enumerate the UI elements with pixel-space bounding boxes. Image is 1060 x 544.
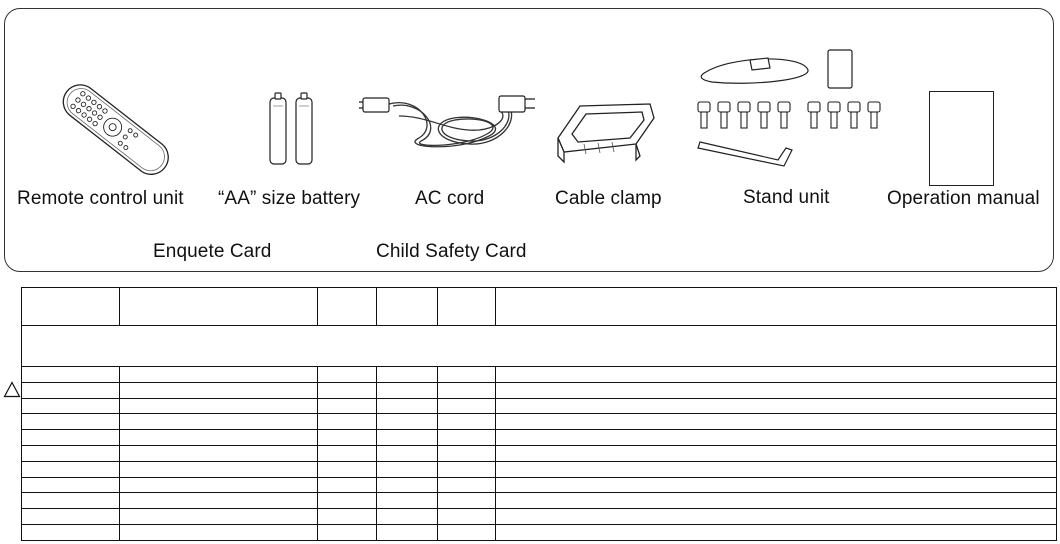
- table-header-cell: [496, 288, 1057, 326]
- table-cell: [22, 398, 120, 414]
- table-cell: [318, 382, 377, 398]
- table-cell: [496, 367, 1057, 383]
- table-cell: [22, 493, 120, 509]
- child-safety-card-label: Child Safety Card: [376, 241, 527, 262]
- table-cell: [318, 493, 377, 509]
- table-cell: [377, 509, 438, 525]
- operation-manual-illustration: [929, 91, 994, 186]
- table-cell: [438, 430, 496, 446]
- table-cell: [438, 445, 496, 461]
- table-cell: [318, 461, 377, 477]
- table-note-cell: [22, 326, 1057, 367]
- table-cell: [377, 461, 438, 477]
- table-cell: [22, 477, 120, 493]
- table-header-cell: [22, 288, 120, 326]
- table-cell: [377, 445, 438, 461]
- table-header-row: [22, 288, 1057, 326]
- table-header-cell: [120, 288, 318, 326]
- table-header-cell: [438, 288, 496, 326]
- cable-clamp-label: Cable clamp: [555, 188, 662, 209]
- table-cell: [377, 477, 438, 493]
- table-cell: [318, 524, 377, 540]
- table-cell: [318, 445, 377, 461]
- table-cell: [438, 382, 496, 398]
- table-cell: [377, 367, 438, 383]
- table-row: [22, 382, 1057, 398]
- table-cell: [496, 509, 1057, 525]
- table-cell: [318, 398, 377, 414]
- table-cell: [496, 524, 1057, 540]
- table-row: [22, 461, 1057, 477]
- table-cell: [438, 493, 496, 509]
- table-cell: [120, 367, 318, 383]
- table-cell: [438, 398, 496, 414]
- table-cell: [377, 382, 438, 398]
- remote-control-illustration: [60, 70, 170, 188]
- table-cell: [438, 477, 496, 493]
- table-cell: [22, 382, 120, 398]
- enquete-card-label: Enquete Card: [153, 241, 272, 262]
- table-cell: [318, 430, 377, 446]
- table-cell: [120, 430, 318, 446]
- table-note-row: [22, 326, 1057, 367]
- table-row: [22, 524, 1057, 540]
- table-cell: [22, 430, 120, 446]
- table-cell: [496, 445, 1057, 461]
- table-row: [22, 477, 1057, 493]
- table-cell: [377, 430, 438, 446]
- table-cell: [496, 414, 1057, 430]
- battery-illustration: [266, 92, 318, 166]
- table-cell: [318, 477, 377, 493]
- table-row: [22, 398, 1057, 414]
- table-cell: [496, 477, 1057, 493]
- operation-manual-label: Operation manual: [887, 188, 1040, 209]
- table-cell: [120, 382, 318, 398]
- table-cell: [438, 509, 496, 525]
- table-row: [22, 445, 1057, 461]
- battery-label: “AA” size battery: [218, 188, 361, 209]
- table-row: [22, 367, 1057, 383]
- table-cell: [120, 477, 318, 493]
- table-cell: [22, 367, 120, 383]
- table-cell: [120, 414, 318, 430]
- table-cell: [318, 414, 377, 430]
- parts-table: [21, 287, 1057, 541]
- table-cell: [496, 493, 1057, 509]
- table-cell: [120, 461, 318, 477]
- table-cell: [438, 414, 496, 430]
- table-cell: [496, 398, 1057, 414]
- table-cell: [377, 493, 438, 509]
- ac-cord-label: AC cord: [415, 188, 485, 209]
- table-cell: [496, 382, 1057, 398]
- table-row: [22, 493, 1057, 509]
- table-cell: [318, 509, 377, 525]
- table-cell: [496, 461, 1057, 477]
- table-header-cell: [377, 288, 438, 326]
- table-cell: [120, 509, 318, 525]
- ac-cord-illustration: [359, 86, 549, 156]
- table-cell: [22, 524, 120, 540]
- table-row: [22, 414, 1057, 430]
- table-cell: [377, 524, 438, 540]
- table-row: [22, 430, 1057, 446]
- table-row: [22, 509, 1057, 525]
- table-cell: [438, 367, 496, 383]
- table-cell: [496, 430, 1057, 446]
- table-cell: [377, 398, 438, 414]
- table-cell: [438, 461, 496, 477]
- table-cell: [22, 461, 120, 477]
- table-cell: [22, 509, 120, 525]
- table-cell: [22, 414, 120, 430]
- stand-unit-label: Stand unit: [743, 187, 830, 208]
- remote-control-label: Remote control unit: [17, 188, 184, 209]
- triangle-warning-icon: [3, 381, 21, 398]
- table-cell: [120, 445, 318, 461]
- cable-clamp-illustration: [550, 98, 662, 166]
- table-cell: [22, 445, 120, 461]
- stand-unit-illustration: [692, 46, 892, 172]
- table-cell: [120, 398, 318, 414]
- table-cell: [120, 524, 318, 540]
- table-header-cell: [318, 288, 377, 326]
- table-cell: [438, 524, 496, 540]
- table-cell: [120, 493, 318, 509]
- table-cell: [377, 414, 438, 430]
- table-cell: [318, 367, 377, 383]
